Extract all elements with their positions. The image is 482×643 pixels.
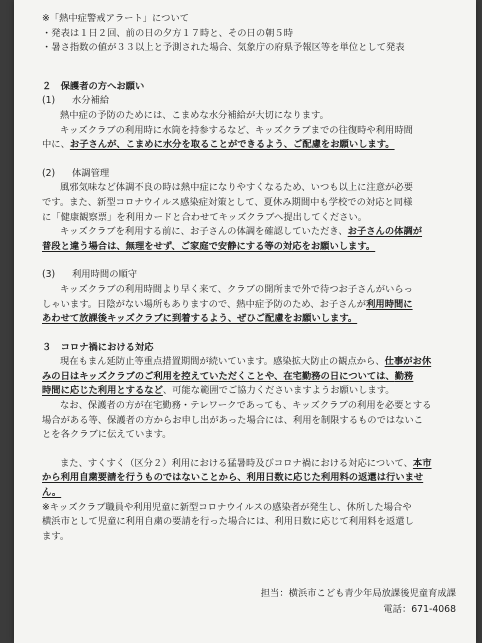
text-emphasis: みの日はキッズクラブのご利用を控えていただくことや、在宅勤務の日については、 bbox=[42, 370, 395, 382]
document-body bbox=[42, 12, 474, 544]
paragraph-line bbox=[42, 225, 474, 240]
text-plain: 現在もまん延防止等重点措置期間が続いています。感染拡大防止の観点から、 bbox=[60, 356, 385, 368]
paragraph-line bbox=[42, 384, 474, 399]
alert-note-title: ※「熱中症警戒アラート」について bbox=[42, 13, 190, 24]
text-plain: 、可能な範囲でご協力くださいますようお願いします。 bbox=[162, 385, 395, 397]
paragraph-line: キッズクラブの利用時間より早く来て、クラブの開所まで外で待つお子さんがいらっ bbox=[60, 283, 413, 295]
paragraph-line: です。また、新型コロナウイルス感染症対策として、夏休み期間中も学校での対応と同様 bbox=[42, 196, 413, 208]
text-emphasis: お子さんの体調が bbox=[347, 226, 423, 238]
text-emphasis: 利用時間に bbox=[366, 298, 413, 310]
text-emphasis: お子さんが、こまめに水分を取ることができるよう、ご配慮をお願いします。 bbox=[69, 139, 395, 151]
paragraph-line bbox=[42, 457, 474, 472]
text-emphasis: 時間に応じた利用とするなど bbox=[42, 385, 163, 397]
text-emphasis: 普段と違う場合は、無理をせず、ご家庭で安静にする等の対応をお願いします。 bbox=[42, 240, 376, 252]
paragraph-line: 熱中症の予防のためには、こまめな水分補給が大切になります。 bbox=[60, 109, 329, 121]
paragraph-line bbox=[42, 138, 474, 153]
note-line: ます。 bbox=[42, 530, 70, 542]
paragraph-line bbox=[42, 355, 474, 370]
text-emphasis: あわせて放課後キッズクラブに到着するよう、ぜひご配慮をお願いします。 bbox=[42, 313, 358, 325]
contact-footer bbox=[261, 586, 456, 618]
contact-department: 担当：横浜市こども青少年局放課後児童育成課 bbox=[260, 588, 456, 599]
spacer bbox=[42, 443, 474, 457]
paragraph-line bbox=[42, 486, 474, 501]
subsection-heading bbox=[42, 268, 474, 283]
subsection-heading bbox=[42, 94, 474, 109]
subsection-title: 水分補給 bbox=[72, 95, 110, 107]
paragraph-line bbox=[42, 370, 474, 385]
section-heading: ３ コロナ禍における対応 bbox=[42, 341, 154, 353]
paragraph-line bbox=[42, 471, 474, 486]
alert-note-bullet: ・暑さ指数の値が３３以上と予測された場合、気象庁の府県予報区等を単位として発表 bbox=[42, 42, 405, 54]
note-line: 横浜市として児童に利用自粛の要請を行った場合には、利用日数に応じて利用料を返還し bbox=[42, 516, 414, 528]
spacer bbox=[42, 153, 474, 167]
text-emphasis: 本市 bbox=[412, 457, 432, 469]
spacer bbox=[42, 254, 474, 268]
paragraph-line: 風邪気味など体調不良の時は熱中症になりやすくなるため、いつも以上に注意が必要 bbox=[60, 182, 413, 194]
subsection-number: (1) bbox=[42, 95, 56, 107]
paragraph-line bbox=[42, 240, 474, 255]
paragraph-line: とを各クラブに伝えています。 bbox=[42, 429, 172, 441]
paragraph-line: キッズクラブの利用時に水筒を持参するなど、キッズクラブまでの往復時や利用時間 bbox=[60, 124, 413, 136]
paragraph-line bbox=[42, 298, 474, 313]
text-plain: また、すくすく（区分２）利用における猛暑時及びコロナ禍における対応について、 bbox=[60, 457, 413, 469]
alert-note-bullet: ・発表は１日２回、前の日の夕方１７時と、その日の朝５時 bbox=[42, 27, 294, 39]
paragraph-line: なお、保護者の方が在宅勤務・テレワークであっても、キッズクラブの利用を必要とする bbox=[60, 400, 432, 412]
contact-phone: 電話：671-4068 bbox=[383, 604, 456, 615]
section-heading: ２ 保護者の方へお願い bbox=[42, 80, 145, 92]
document-page bbox=[14, 0, 476, 643]
subsection-heading bbox=[42, 167, 474, 182]
text-emphasis: から利用自粛要請を行うものではないことから、利用日数に応じた利用料の返還は行いませ bbox=[42, 472, 424, 484]
text-emphasis: 仕事がお休 bbox=[384, 356, 432, 368]
text-plain: しゃいます。日陰がない場所もありますので、熱中症予防のため、お子さんが bbox=[42, 298, 367, 310]
text-emphasis: 勤務 bbox=[394, 370, 414, 382]
text-emphasis: ん。 bbox=[42, 487, 62, 499]
paragraph-line: 場合がある等、保護者の方からお申し出があった場合には、利用を制限するものではないこ bbox=[42, 414, 424, 426]
text-plain: 中に、 bbox=[42, 139, 70, 151]
text-plain: キッズクラブを利用する前に、お子さんの体調を確認していただき、 bbox=[60, 226, 348, 238]
subsection-title: 利用時間の順守 bbox=[72, 269, 138, 281]
subsection-number: (2) bbox=[42, 167, 56, 179]
note-line: ※キッズクラブ職員や利用児童に新型コロナウイルスの感染者が発生し、休所した場合や bbox=[42, 501, 412, 513]
paragraph-line bbox=[42, 312, 474, 327]
paragraph-line: に「健康観察票」を利用カードと合わせてキッズクラブへ提出してください。 bbox=[42, 211, 368, 223]
subsection-number: (3) bbox=[42, 269, 56, 281]
subsection-title: 体調管理 bbox=[72, 167, 110, 179]
